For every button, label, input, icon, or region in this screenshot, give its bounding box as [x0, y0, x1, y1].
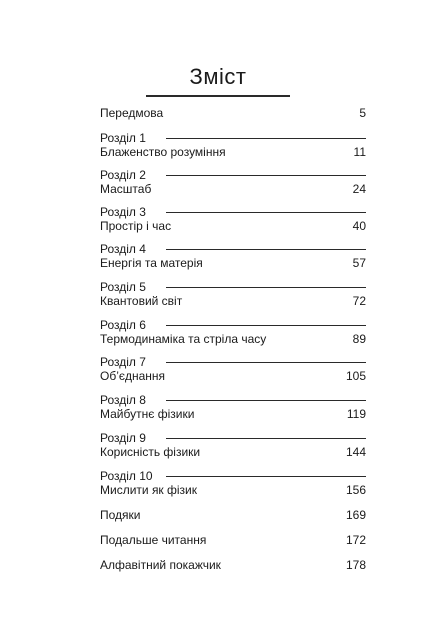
- toc-entry-chapter-7: [100, 355, 366, 387]
- toc-entry-chapter-3: [100, 205, 366, 237]
- chapter-rule: [166, 138, 366, 139]
- toc-entry-preface: [100, 106, 366, 120]
- chapter-rule: [166, 400, 366, 401]
- toc-entry-chapter-2: [100, 168, 366, 200]
- toc-entry-chapter-8: [100, 393, 366, 425]
- toc-entry-index: [100, 558, 366, 572]
- entry-page-number: 144: [345, 445, 366, 459]
- entry-title: Корисність фізики: [100, 445, 201, 459]
- entry-page-number: 40: [352, 219, 366, 233]
- entry-title: Блаженство розуміння: [100, 145, 226, 159]
- entry-title: Енергія та матерія: [100, 256, 203, 270]
- chapter-rule: [166, 325, 366, 326]
- chapter-rule: [166, 438, 366, 439]
- chapter-rule: [166, 476, 366, 477]
- entry-page-number: 156: [345, 483, 366, 497]
- entry-page-number: 5: [359, 106, 366, 120]
- title-underline: [146, 95, 290, 97]
- toc-entry-acknowledgements: [100, 508, 366, 522]
- entry-title: Квантовий світ: [100, 294, 183, 308]
- entry-page-number: 119: [346, 407, 366, 421]
- chapter-label: Розділ 6: [100, 318, 146, 332]
- toc-entry-further-reading: [100, 533, 366, 547]
- entry-page-number: 105: [345, 369, 366, 383]
- chapter-rule: [166, 362, 366, 363]
- chapter-label: Розділ 9: [100, 431, 146, 445]
- entry-title: Подальше читання: [100, 533, 207, 547]
- entry-title: Мислити як фізик: [100, 483, 198, 497]
- toc-entry-chapter-9: [100, 431, 366, 463]
- toc-entry-chapter-5: [100, 280, 366, 312]
- entry-page-number: 169: [345, 508, 366, 522]
- entry-title: Подяки: [100, 508, 141, 522]
- entry-title: Термодинаміка та стріла часу: [100, 332, 267, 346]
- chapter-rule: [166, 287, 366, 288]
- entry-title: Простір і час: [100, 219, 172, 233]
- entry-title: Передмова: [100, 106, 164, 120]
- chapter-label: Розділ 3: [100, 205, 146, 219]
- chapter-rule: [166, 175, 366, 176]
- entry-title: Майбутнє фізики: [100, 407, 195, 421]
- entry-page-number: 24: [352, 182, 366, 196]
- chapter-label: Розділ 7: [100, 355, 146, 369]
- entry-title: Масштаб: [100, 182, 152, 196]
- entry-page-number: 172: [345, 533, 366, 547]
- entry-page-number: 178: [345, 558, 366, 572]
- entry-page-number: 11: [353, 145, 366, 159]
- toc-entry-chapter-1: [100, 131, 366, 163]
- chapter-rule: [166, 249, 366, 250]
- page-title: Зміст: [189, 64, 247, 89]
- entry-page-number: 89: [352, 332, 366, 346]
- chapter-label: Розділ 8: [100, 393, 146, 407]
- chapter-label: Розділ 2: [100, 168, 146, 182]
- entry-title: Об’єднання: [100, 369, 166, 383]
- entry-page-number: 57: [352, 256, 366, 270]
- toc-entry-chapter-10: [100, 469, 366, 501]
- toc-entry-chapter-4: [100, 242, 366, 274]
- chapter-rule: [166, 212, 366, 213]
- chapter-label: Розділ 10: [100, 469, 153, 483]
- chapter-label: Розділ 5: [100, 280, 146, 294]
- toc-entry-chapter-6: [100, 318, 366, 350]
- chapter-label: Розділ 4: [100, 242, 146, 256]
- entry-title: Алфавітний покажчик: [100, 558, 221, 572]
- chapter-label: Розділ 1: [100, 131, 146, 145]
- entry-page-number: 72: [352, 294, 366, 308]
